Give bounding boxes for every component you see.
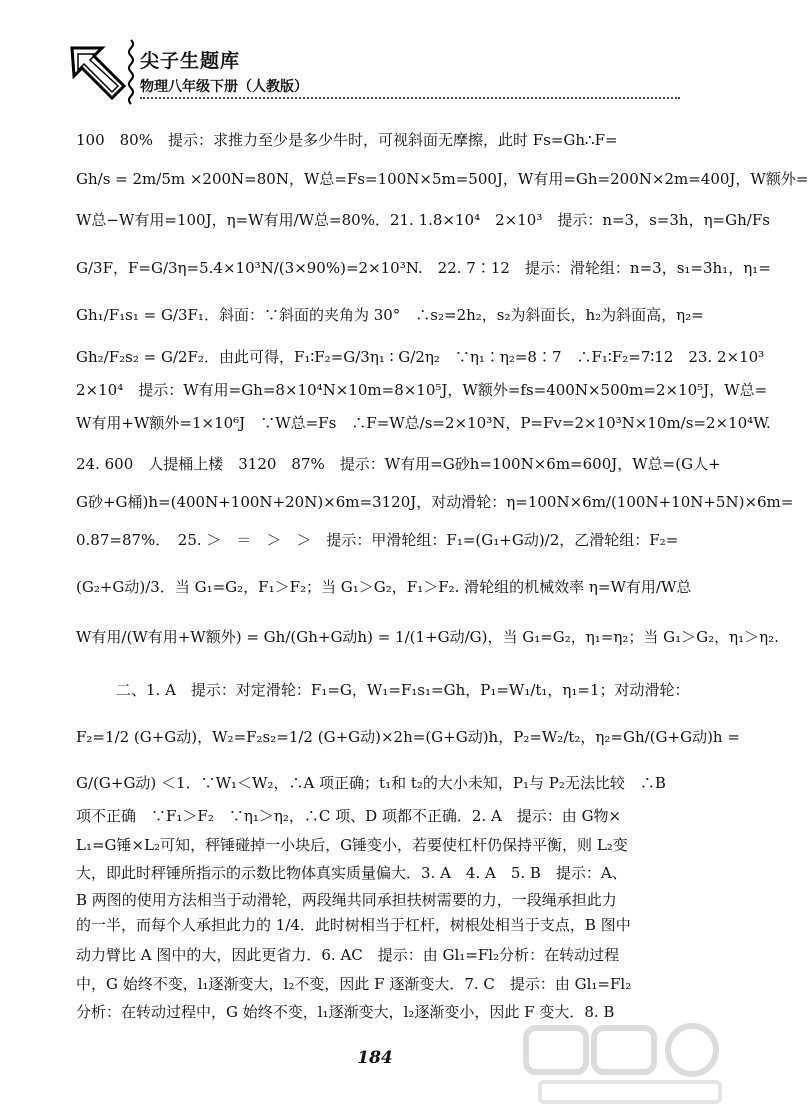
text-line: L₁=G锤×L₂可知，秤锤碰掉一小块后，G锤变小，若要使杠杆仍保持平衡，则 L₂变	[76, 836, 628, 854]
text-line: 二、1. A 提示：对定滑轮：F₁=G，W₁=F₁s₁=Gh，P₁=W₁/t₁，η₁=1；对动滑轮：	[116, 681, 690, 699]
text-line: W有用/(W有用+W额外) = Gh/(Gh+G动h) = 1/(1+G动/G)，当 G₁=G₂，η₁=η₂；当 G₁＞G₂，η₁＞η₂.	[76, 628, 779, 646]
text-line: 项不正确 ∵F₁＞F₂ ∵η₁＞η₂，∴C 项、D 项都不正确．2. A 提示：由 G物×	[76, 807, 622, 825]
text-line: 2×10⁴ 提示：W有用=Gh=8×10⁴N×10m=8×10⁵J，W额外=fs=400N×500m=2×10⁵J，W总=	[76, 381, 768, 399]
text-line: Gh₁/F₁s₁ = G/3F₁．斜面：∵斜面的夹角为 30° ∴s₂=2h₂，s₂为斜面长，h₂为斜面高，η₂=	[76, 306, 704, 324]
text-line: G/(G+G动) ＜1．∵W₁＜W₂，∴A 项正确；t₁和 t₂的大小未知，P₁与 P₂无法比较 ∴B	[76, 774, 666, 792]
text-line: G砂+G桶)h=(400N+100N+20N)×6m=3120J，对动滑轮：η=100N×6m/(100N+10N+5N)×6m=	[76, 493, 794, 511]
text-line: 中，G 始终不变，l₁逐渐变大，l₂不变，因此 F 逐渐变大．7. C 提示：由 Gl₁=Fl₂	[76, 975, 632, 993]
text-line: 24. 600 人提桶上楼 3120 87% 提示：W有用=G砂h=100N×6m=600J，W总=(G人+	[76, 455, 721, 473]
text-line: Gh/s = 2m/5m ×200N=80N，W总=Fs=100N×5m=500J，W有用=Gh=200N×2m=400J，W额外=	[76, 170, 808, 188]
text-line: 100 80% 提示：求推力至少是多少牛时，可视斜面无摩擦，此时 Fs=Gh∴F=	[76, 131, 618, 149]
text-line: G/3F，F=G/3η=5.4×10³N/(3×90%)=2×10³N. 22. 7∶12 提示：滑轮组：n=3，s₁=3h₁，η₁=	[76, 259, 771, 277]
book-subtitle: 物理八年级下册（人教版）	[140, 79, 308, 95]
text-line: W总−W有用=100J，η=W有用/W总=80%．21. 1.8×10⁴ 2×10³ 提示：n=3，s=3h，η=Gh/Fs	[76, 211, 770, 229]
book-title: 尖子生题库	[140, 50, 241, 72]
text-line: 大，即此时秤锤所指示的示数比物体真实质量偏大．3. A 4. A 5. B 提示：A、	[76, 864, 627, 882]
page-number: 184	[357, 1048, 393, 1068]
text-line: Gh₂/F₂s₂ = G/2F₂．由此可得，F₁∶F₂=G/3η₁ ∶ G/2η₂ ∵η₁∶η₂=8∶7 ∴F₁∶F₂=7∶12 23. 2×10³	[76, 348, 765, 366]
text-line: B 两图的使用方法相当于动滑轮，两段绳共同承担扶树需要的力，一段绳承担此力	[76, 891, 617, 909]
text-line: F₂=1/2 (G+G动)，W₂=F₂s₂=1/2 (G+G动)×2h=(G+G动)h，P₂=W₂/t₂，η₂=Gh/(G+G动)h =	[76, 728, 740, 746]
text-line: 动力臂比 A 图中的大，因此更省力．6. AC 提示：由 Gl₁=Fl₂分析：在转动过程	[76, 946, 620, 964]
text-line: 分析：在转动过程中，G 始终不变，l₁逐渐变大，l₂逐渐变小，因此 F 变大．8. B	[76, 1003, 615, 1021]
text-line: 的一半，而每个人承担此力的 1/4．此时树相当于杠杆，树根处相当于支点，B 图中	[76, 916, 631, 934]
text-line: W有用+W额外=1×10⁶J ∵W总=Fs ∴F=W总/s=2×10³N，P=Fv=2×10³N×10m/s=2×10⁴W.	[76, 414, 771, 432]
text-line: (G₂+G动)/3．当 G₁=G₂，F₁＞F₂；当 G₁＞G₂，F₁＞F₂. 滑轮组的机械效率 η=W有用/W总	[76, 578, 692, 596]
text-line: 0.87=87%． 25. ＞ ＝ ＞ ＞ 提示：甲滑轮组：F₁=(G₁+G动)/2，乙滑轮组：F₂=	[76, 531, 679, 549]
